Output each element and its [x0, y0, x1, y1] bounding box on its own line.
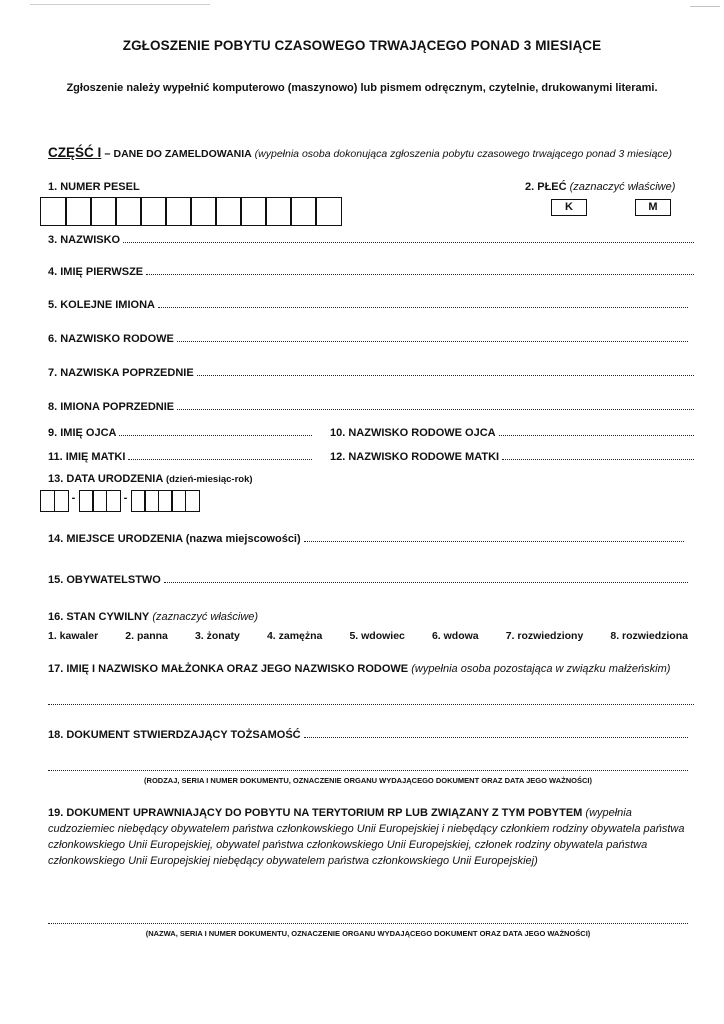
date-digit[interactable] [185, 490, 200, 512]
marital-option[interactable]: 6. wdowa [431, 630, 479, 642]
pesel-digit[interactable] [215, 197, 242, 226]
marital-status-options [48, 630, 688, 642]
residence-document-input-line[interactable] [48, 923, 688, 924]
field-mother-family-name[interactable]: 12. NAZWISKO RODOWE MATKI [330, 450, 694, 463]
pesel-digit[interactable] [240, 197, 267, 226]
other-names-input-line[interactable] [158, 298, 688, 308]
surname-input-line[interactable] [123, 233, 694, 243]
gender-female-checkbox[interactable]: K [551, 199, 587, 216]
field-surname[interactable]: 3. NAZWISKO [48, 233, 694, 246]
father-family-name-input-line[interactable] [499, 426, 694, 436]
pesel-digit[interactable] [190, 197, 217, 226]
birth-day-boxes[interactable] [40, 490, 69, 512]
date-separator: - [123, 492, 128, 504]
pesel-digit[interactable] [115, 197, 142, 226]
marital-option[interactable]: 3. żonaty [194, 630, 240, 642]
residence-document-label: 19. DOKUMENT UPRAWNIAJĄCY DO POBYTU NA TERYTORIUM RP LUB ZWIĄZANY Z TYM POBYTEM (wypełnia cudzoziemiec niebędący obywatelem państwa członkowskiego Unii Europejskiej i niebędący członkiem rodziny obywatela państwa członkowskiego Unii Europejskiej, obywatel państwa członkowskiego Unii Europejskiej, członek rodziny obywatela państwa członkowskiego Unii Europejskiej niebędący obywatelem państwa członkowskiego Unii Europejskiej) [48, 807, 685, 867]
father-name-input-line[interactable] [119, 426, 312, 436]
field-previous-surnames[interactable]: 7. NAZWISKA POPRZEDNIE [48, 366, 694, 379]
pesel-label: 1. NUMER PESEL [48, 181, 140, 193]
form-instructions: Zgłoszenie należy wypełnić komputerowo (maszynowo) lub pismem odręcznym, czytelnie, drukowanymi literami. [66, 82, 658, 94]
date-digit[interactable] [106, 490, 121, 512]
part-1-label: CZĘŚĆ I [48, 145, 102, 160]
field-other-names[interactable]: 5. KOLEJNE IMIONA [48, 298, 688, 311]
marital-option[interactable]: 2. panna [125, 630, 168, 642]
identity-document-input-line-2[interactable] [48, 770, 688, 771]
marital-option[interactable]: 4. zamężna [266, 630, 323, 642]
date-separator: - [71, 492, 76, 504]
pesel-digit[interactable] [265, 197, 292, 226]
field-mother-name[interactable]: 11. IMIĘ MATKI [48, 450, 312, 463]
marital-option[interactable]: 7. rozwiedziony [505, 630, 584, 642]
citizenship-input-line[interactable] [164, 573, 688, 583]
marital-option[interactable]: 8. rozwiedziona [610, 630, 688, 642]
pesel-digit[interactable] [290, 197, 317, 226]
pesel-digit[interactable] [40, 197, 67, 226]
scan-artifact-top [30, 4, 210, 5]
first-name-input-line[interactable] [146, 265, 694, 275]
birth-month-boxes[interactable] [79, 490, 121, 512]
date-digit[interactable] [54, 490, 69, 512]
pesel-digit[interactable] [90, 197, 117, 226]
birth-date-label: 13. DATA URODZENIA (dzień-miesiąc-rok) [48, 473, 253, 485]
scan-artifact-top-right [690, 6, 720, 7]
spouse-label: 17. IMIĘ I NAZWISKO MAŁŻONKA ORAZ JEGO NAZWISKO RODOWE (wypełnia osoba pozostająca w związku małżeńskim) [48, 663, 671, 675]
previous-surnames-input-line[interactable] [197, 366, 694, 376]
part-1-title: DANE DO ZAMELDOWANIA [113, 148, 252, 160]
mother-name-input-line[interactable] [128, 450, 312, 460]
birth-year-boxes[interactable] [131, 490, 200, 512]
residence-document-caption: (NAZWA, SERIA I NUMER DOKUMENTU, OZNACZENIE ORGANU WYDAJĄCEGO DOKUMENT ORAZ DATA JEGO WAŻNOŚCI) [145, 929, 591, 938]
form-title: ZGŁOSZENIE POBYTU CZASOWEGO TRWAJĄCEGO PONAD 3 MIESIĄCE [122, 38, 602, 53]
spouse-input-line[interactable] [48, 704, 694, 705]
field-first-name[interactable]: 4. IMIĘ PIERWSZE [48, 265, 694, 278]
marital-option[interactable]: 5. wdowiec [349, 630, 405, 642]
mother-family-name-input-line[interactable] [502, 450, 694, 460]
gender-male-checkbox[interactable]: M [635, 199, 671, 216]
part-1-heading: CZĘŚĆ I – DANE DO ZAMELDOWANIA (wypełnia osoba dokonująca zgłoszenia pobytu czasowego trwającego ponad 3 miesiące) [48, 145, 673, 160]
field-father-name[interactable]: 9. IMIĘ OJCA [48, 426, 312, 439]
part-1-note: (wypełnia osoba dokonująca zgłoszenia pobytu czasowego trwającego ponad 3 miesiące) [251, 148, 673, 160]
pesel-input[interactable] [40, 197, 342, 226]
previous-names-input-line[interactable] [177, 400, 694, 410]
field-family-name[interactable]: 6. NAZWISKO RODOWE [48, 332, 688, 345]
gender-label: 2. PŁEĆ (zaznaczyć właściwe) [525, 181, 676, 193]
field-citizenship[interactable]: 15. OBYWATELSTWO [48, 573, 688, 586]
marital-option[interactable]: 1. kawaler [48, 630, 99, 642]
identity-document-caption: (RODZAJ, SERIA I NUMER DOKUMENTU, OZNACZENIE ORGANU WYDAJĄCEGO DOKUMENT ORAZ DATA JEGO WAŻNOŚCI) [144, 776, 592, 785]
marital-status-label: 16. STAN CYWILNY (zaznaczyć właściwe) [48, 611, 259, 623]
pesel-digit[interactable] [165, 197, 192, 226]
field-father-family-name[interactable]: 10. NAZWISKO RODOWE OJCA [330, 426, 694, 439]
birth-date-input[interactable] [40, 490, 200, 512]
family-name-input-line[interactable] [177, 332, 688, 342]
identity-document-input-line[interactable] [304, 728, 688, 738]
pesel-digit[interactable] [140, 197, 167, 226]
field-previous-names[interactable]: 8. IMIONA POPRZEDNIE [48, 400, 694, 413]
field-identity-document[interactable]: 18. DOKUMENT STWIERDZAJĄCY TOŻSAMOŚĆ [48, 728, 688, 741]
pesel-digit[interactable] [315, 197, 342, 226]
pesel-digit[interactable] [65, 197, 92, 226]
birth-place-input-line[interactable] [304, 532, 684, 542]
field-birth-place[interactable]: 14. MIEJSCE URODZENIA (nazwa miejscowości) [48, 532, 684, 545]
